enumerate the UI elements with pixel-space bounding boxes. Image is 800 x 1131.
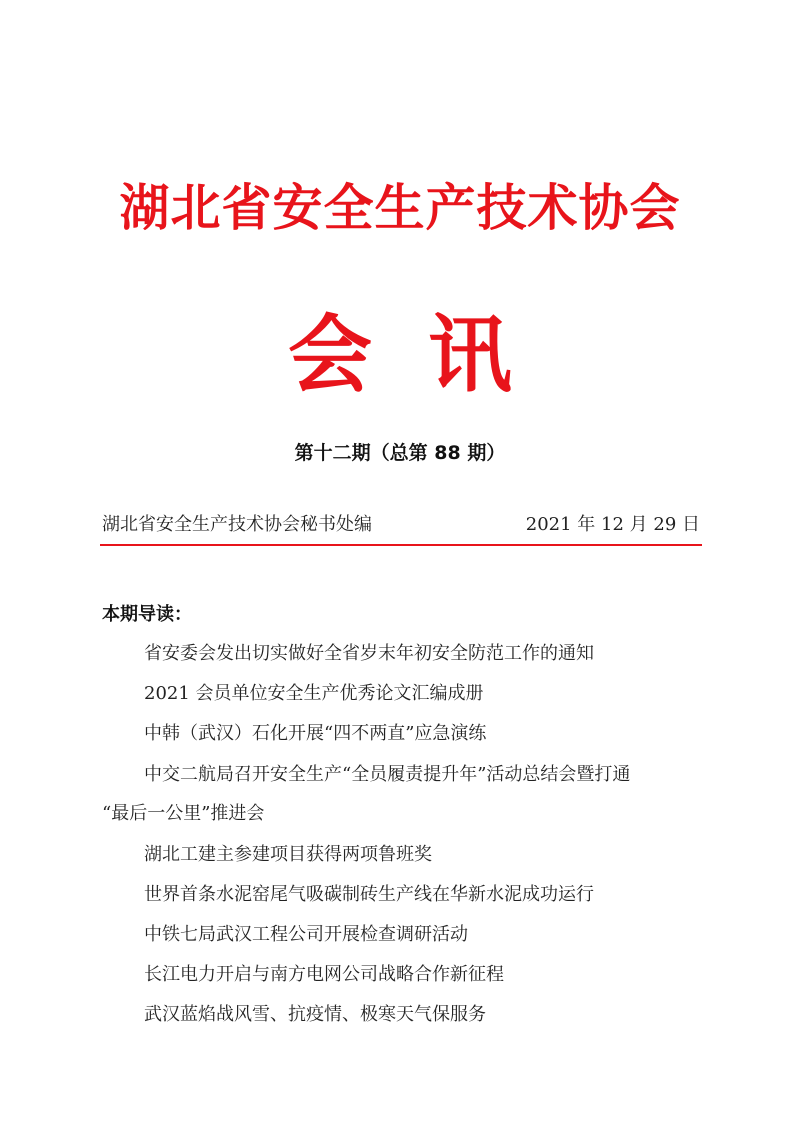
toc-heading: 本期导读： — [102, 604, 192, 625]
toc-item: 中韩（武汉）石化开展“四不两直”应急演练 — [144, 723, 487, 744]
toc-item: 世界首条水泥窑尾气吸碳制砖生产线在华新水泥成功运行 — [144, 884, 594, 905]
toc-item: 武汉蓝焰战风雪、抗疫情、极寒天气保服务 — [144, 1004, 486, 1025]
toc-item: 长江电力开启与南方电网公司战略合作新征程 — [144, 964, 504, 985]
toc-item: 2021 会员单位安全生产优秀论文汇编成册 — [144, 683, 484, 704]
header-divider — [100, 544, 702, 546]
bulletin-title: 会讯 — [287, 306, 568, 404]
issue-number: 第十二期（总第 88 期） — [294, 442, 506, 464]
publish-date: 2021 年 12 月 29 日 — [525, 514, 700, 535]
toc-item: “最后一公里”推进会 — [102, 803, 265, 824]
toc-item: 省安委会发出切实做好全省岁末年初安全防范工作的通知 — [144, 643, 594, 664]
org-title: 湖北省安全生产技术协会 — [119, 178, 681, 237]
editor-line — [102, 510, 700, 540]
toc-item: 中交二航局召开安全生产“全员履责提升年”活动总结会暨打通 — [144, 764, 631, 785]
toc-item: 湖北工建主参建项目获得两项鲁班奖 — [144, 844, 432, 865]
toc-item: 中铁七局武汉工程公司开展检查调研活动 — [144, 924, 468, 945]
editor-name: 湖北省安全生产技术协会秘书处编 — [102, 514, 372, 535]
